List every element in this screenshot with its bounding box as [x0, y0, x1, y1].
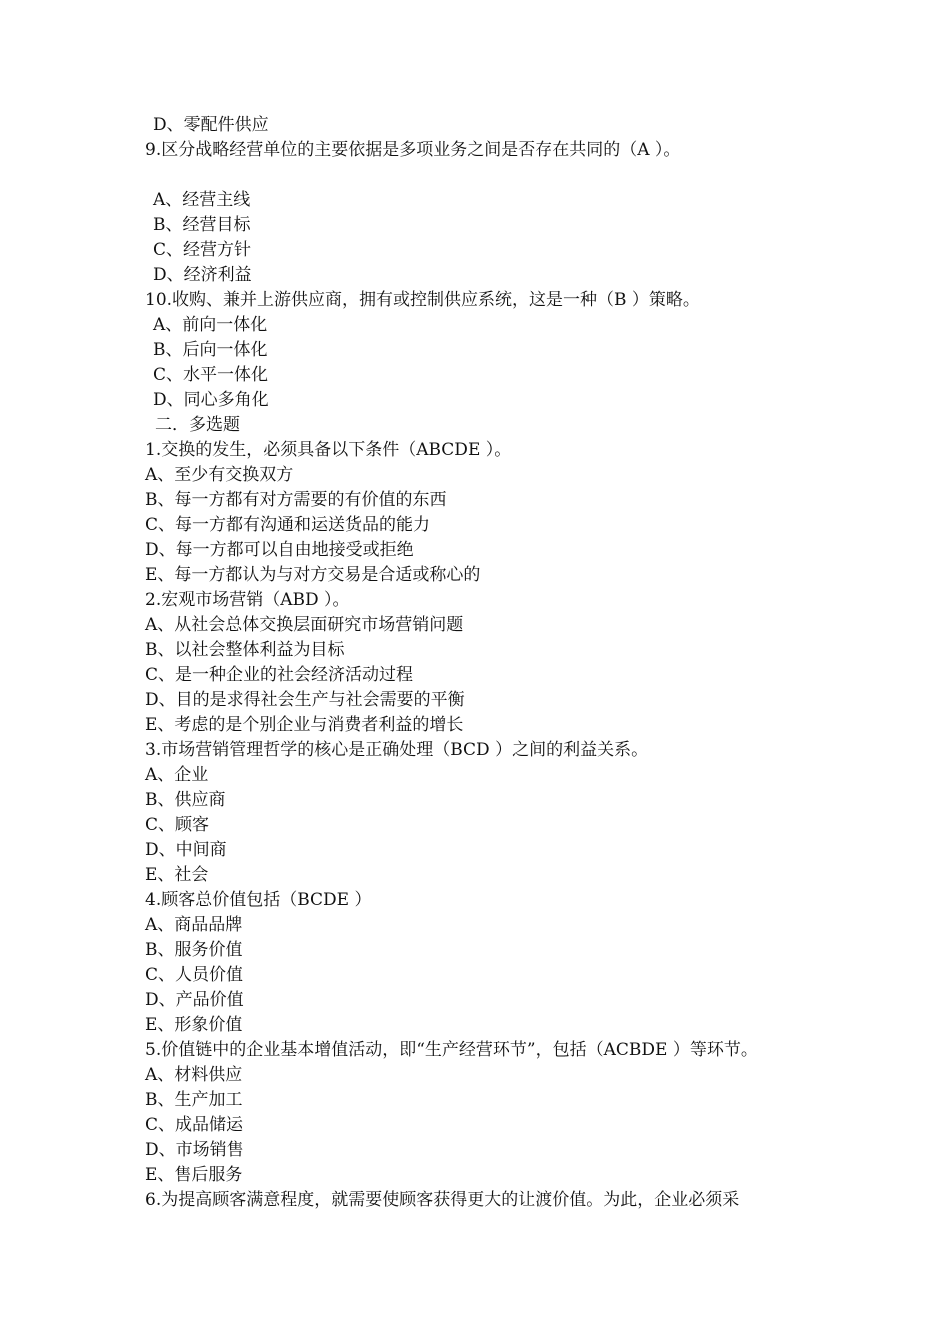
- option-line: A、材料供应: [145, 1065, 243, 1085]
- option-line: C、水平一体化: [153, 365, 269, 385]
- section-heading: 二．多选题: [155, 415, 240, 435]
- option-line: B、服务价值: [145, 940, 243, 960]
- option-line: B、后向一体化: [153, 340, 268, 360]
- option-line: E、售后服务: [145, 1165, 243, 1185]
- option-line: C、顾客: [145, 815, 210, 835]
- option-line: C、人员价值: [145, 965, 244, 985]
- option-line: D、零配件供应: [153, 115, 269, 135]
- question-line: 9.区分战略经营单位的主要依据是多项业务之间是否存在共同的（A ）。: [145, 140, 681, 160]
- option-line: D、中间商: [145, 840, 227, 860]
- question-line: 5.价值链中的企业基本增值活动，即“生产经营环节”，包括（ACBDE ）等环节。: [145, 1040, 758, 1060]
- question-line: 2.宏观市场营销（ABD ）。: [145, 590, 350, 610]
- option-line: A、经营主线: [153, 190, 251, 210]
- question-line: 10.收购、兼并上游供应商，拥有或控制供应系统，这是一种（B ）策略。: [145, 290, 700, 310]
- option-line: D、每一方都可以自由地接受或拒绝: [145, 540, 414, 560]
- option-line: E、社会: [145, 865, 209, 885]
- option-line: C、每一方都有沟通和运送货品的能力: [145, 515, 431, 535]
- option-line: A、前向一体化: [153, 315, 268, 335]
- option-line: D、产品价值: [145, 990, 244, 1010]
- option-line: A、企业: [145, 765, 209, 785]
- option-line: E、每一方都认为与对方交易是合适或称心的: [145, 565, 481, 585]
- option-line: B、生产加工: [145, 1090, 243, 1110]
- option-line: A、从社会总体交换层面研究市场营销问题: [145, 615, 464, 635]
- option-line: D、同心多角化: [153, 390, 269, 410]
- question-line: 3.市场营销管理哲学的核心是正确处理（BCD ）之间的利益关系。: [145, 740, 649, 760]
- question-line: 4.顾客总价值包括（BCDE ）: [145, 890, 372, 910]
- option-line: A、商品品牌: [145, 915, 243, 935]
- option-line: B、每一方都有对方需要的有价值的东西: [145, 490, 447, 510]
- question-line: 6.为提高顾客满意程度，就需要使顾客获得更大的让渡价值。为此，企业必须采: [145, 1190, 740, 1210]
- option-line: D、经济利益: [153, 265, 252, 285]
- option-line: E、考虑的是个别企业与消费者利益的增长: [145, 715, 464, 735]
- question-line: 1.交换的发生，必须具备以下条件（ABCDE ）。: [145, 440, 512, 460]
- option-line: B、以社会整体利益为目标: [145, 640, 345, 660]
- option-line: D、市场销售: [145, 1140, 244, 1160]
- option-line: C、经营方针: [153, 240, 252, 260]
- option-line: A、至少有交换双方: [145, 465, 294, 485]
- option-line: B、经营目标: [153, 215, 251, 235]
- option-line: C、成品储运: [145, 1115, 244, 1135]
- option-line: B、供应商: [145, 790, 226, 810]
- option-line: E、形象价值: [145, 1015, 243, 1035]
- option-line: D、目的是求得社会生产与社会需要的平衡: [145, 690, 465, 710]
- option-line: C、是一种企业的社会经济活动过程: [145, 665, 414, 685]
